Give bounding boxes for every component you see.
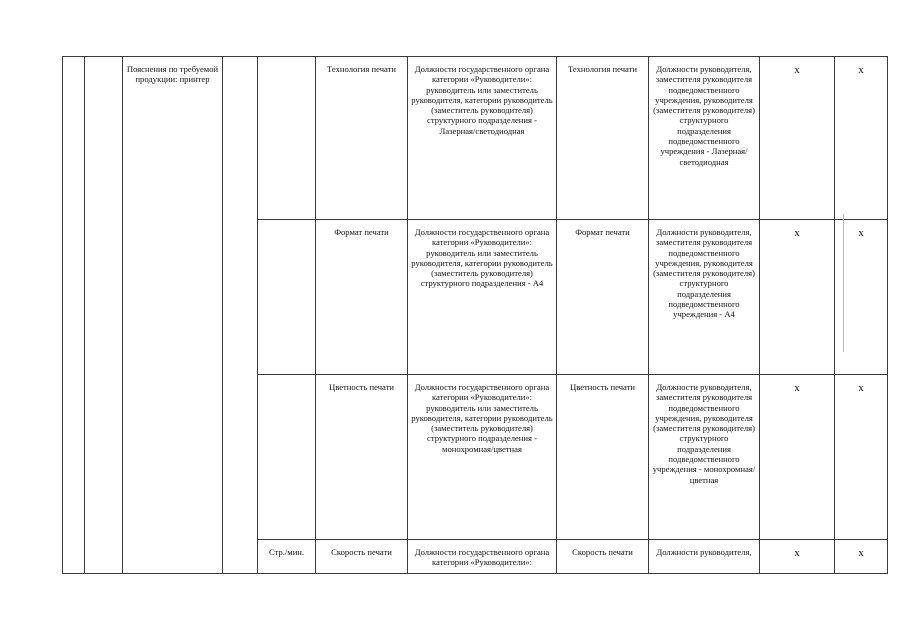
x-mark-cell: x — [760, 57, 835, 220]
value-gov-cell: Должности государственного органа категории «Руководители»: руководитель или заместитель руководителя, категории руководитель (заместитель руководителя) структурного подразделения - А4 — [408, 220, 557, 375]
product-explanation-label: Пояснения по требуемой продукции: принтер — [126, 64, 219, 85]
characteristic2-cell: Технология печати — [557, 57, 649, 220]
characteristic2-cell: Формат печати — [557, 220, 649, 375]
value-gov-cell: Должности государственного органа категории «Руководители»: руководитель или заместитель руководителя, категории руководитель (заместитель руководителя) структурного подразделения - Лазерная/светодиодная — [408, 57, 557, 220]
characteristic2-cell: Цветность печати — [557, 375, 649, 540]
x-mark-cell: x — [835, 220, 888, 375]
table-row — [63, 57, 888, 220]
characteristic-cell: Формат печати — [316, 220, 408, 375]
x-mark-cell: x — [760, 220, 835, 375]
index-cell — [63, 57, 85, 574]
value-gov-cell: Должности государственного органа категории «Руководители»: — [408, 540, 557, 574]
code-cell — [85, 57, 123, 574]
unit-cell — [258, 375, 316, 540]
characteristic-cell: Цветность печати — [316, 375, 408, 540]
x-mark-cell: x — [835, 375, 888, 540]
value-sub-cell: Должности руководителя, заместителя руководителя подведомственного учреждения, руководителя (заместителя руководителя) структурного подразделения подведомственного учреждения - монохромная/цветная — [649, 375, 760, 540]
value-sub-cell: Должности руководителя, заместителя руководителя подведомственного учреждения, руководителя (заместителя руководителя) структурного подразделения подведомственного учреждения - А4 — [649, 220, 760, 375]
unit-cell — [258, 57, 316, 220]
characteristic-cell: Технология печати — [316, 57, 408, 220]
x-mark-cell: x — [760, 375, 835, 540]
value-gov-cell: Должности государственного органа категории «Руководители»: руководитель или заместитель руководителя, категории руководитель (заместитель руководителя) структурного подразделения - монохромная/цветная — [408, 375, 557, 540]
unit-cell — [258, 220, 316, 375]
x-mark-cell: x — [760, 540, 835, 574]
product-explanation-cell — [123, 57, 223, 574]
scan-artifact-line — [843, 214, 844, 352]
value-sub-cell: Должности руководителя, — [649, 540, 760, 574]
unit-code-cell — [223, 57, 258, 574]
unit-cell: Стр./мин. — [258, 540, 316, 574]
characteristic2-cell: Скорость печати — [557, 540, 649, 574]
value-sub-cell: Должности руководителя, заместителя руководителя подведомственного учреждения, руководителя (заместителя руководителя) структурного подразделения подведомственного учреждения - Лазерная/светодиодная — [649, 57, 760, 220]
characteristic-cell: Скорость печати — [316, 540, 408, 574]
x-mark-cell: x — [835, 540, 888, 574]
requirements-table — [62, 56, 888, 574]
x-mark-cell: x — [835, 57, 888, 220]
